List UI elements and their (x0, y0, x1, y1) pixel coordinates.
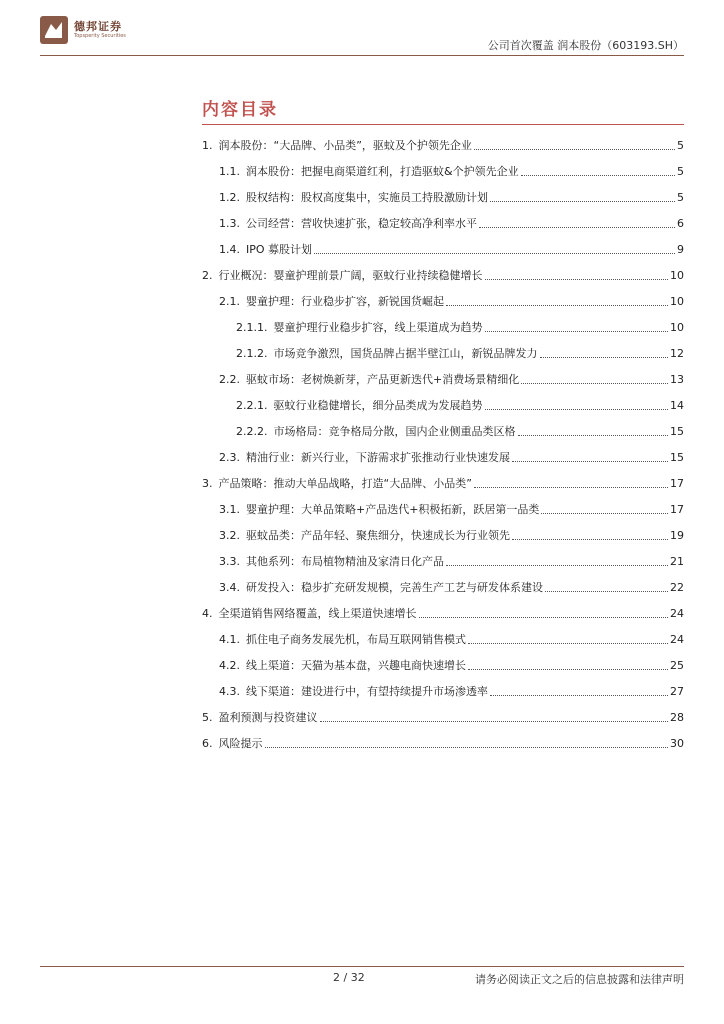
toc-entry-page: 17 (670, 502, 684, 516)
toc-leader-dots (540, 357, 669, 358)
toc-entry[interactable] (236, 392, 684, 418)
toc-entry[interactable] (219, 522, 684, 548)
toc-entry-label: 婴童护理：大单品策略+产品迭代+积极拓新，跃居第一品类 (246, 503, 540, 516)
toc-entry-number: 2.1.1. (236, 320, 268, 334)
toc-leader-dots (485, 279, 669, 280)
toc-entry-page: 27 (670, 684, 684, 698)
toc-entry-page: 5 (677, 138, 684, 152)
toc-entry-label: 线下渠道：建设进行中，有望持续提升市场渗透率 (246, 685, 488, 698)
toc-entry[interactable] (219, 548, 684, 574)
toc-entry[interactable] (236, 340, 684, 366)
toc-entry-label: 线上渠道：天猫为基本盘，兴趣电商快速增长 (246, 659, 466, 672)
toc-entry[interactable] (202, 704, 684, 730)
toc-entry-label: 婴童护理行业稳步扩容，线上渠道成为趋势 (273, 321, 483, 334)
toc-entry-page: 10 (670, 268, 684, 282)
toc-entry-label: 润本股份：“大品牌、小品类”，驱蚊及个护领先企业 (218, 139, 472, 152)
toc-entry-label: 公司经营：营收快速扩张，稳定较高净利率水平 (246, 217, 477, 230)
toc-entry-number: 3.4. (219, 580, 240, 594)
toc-entry[interactable] (202, 132, 684, 158)
toc-entry-number: 6. (202, 736, 213, 750)
toc-entry-label: 精油行业：新兴行业，下游需求扩张推动行业快速发展 (246, 451, 510, 464)
toc-entry-label: 研发投入：稳步扩充研发规模，完善生产工艺与研发体系建设 (246, 581, 543, 594)
toc-entry-page: 5 (677, 164, 684, 178)
toc-title: 内容目录 (202, 100, 278, 120)
toc-entry[interactable] (219, 678, 684, 704)
toc-entry-number: 5. (202, 710, 213, 724)
toc-entry-page: 15 (670, 424, 684, 438)
toc-entry-number: 4.2. (219, 658, 240, 672)
toc-leader-dots (518, 435, 669, 436)
toc-entry-label: 婴童护理：行业稳步扩容，新锐国货崛起 (246, 295, 444, 308)
toc-entry-number: 4. (202, 606, 213, 620)
toc-entry[interactable] (219, 288, 684, 314)
toc-leader-dots (419, 617, 669, 618)
toc-entry-page: 10 (670, 294, 684, 308)
disclaimer-note: 请务必阅读正文之后的信息披露和法律声明 (475, 973, 684, 986)
toc-entry-label: 行业概况：婴童护理前景广阔，驱蚊行业持续稳健增长 (218, 269, 483, 282)
toc-entry-page: 10 (670, 320, 684, 334)
toc-entry-number: 1.2. (219, 190, 240, 204)
toc-entry-label: 市场竞争激烈，国货品牌占据半壁江山，新锐品牌发力 (273, 347, 538, 360)
logo-en-text: Topsperity Securities (74, 33, 126, 39)
toc-leader-dots (490, 695, 668, 696)
toc-entry-number: 3. (202, 476, 213, 490)
page-number: 2 / 32 (333, 971, 365, 984)
toc-entry-number: 2.1.2. (236, 346, 268, 360)
toc-entry-number: 3.1. (219, 502, 240, 516)
toc-leader-dots (320, 721, 669, 722)
toc-entry-label: 驱蚊行业稳健增长，细分品类成为发展趋势 (273, 399, 483, 412)
toc-entry-number: 2. (202, 268, 213, 282)
toc-entry-page: 24 (670, 632, 684, 646)
toc-leader-dots (474, 149, 675, 150)
toc-entry-label: 风险提示 (218, 737, 263, 750)
toc-entry-label: 全渠道销售网络覆盖，线上渠道快速增长 (218, 607, 417, 620)
toc-entry-number: 1.4. (219, 242, 240, 256)
toc-entry[interactable] (219, 158, 684, 184)
toc-entry[interactable] (219, 652, 684, 678)
toc-entry-label: 抓住电子商务发展先机，布局互联网销售模式 (246, 633, 466, 646)
toc-entry-label: 其他系列：布局植物精油及家清日化产品 (246, 555, 444, 568)
toc-entry-label: IPO 募股计划 (246, 243, 313, 256)
toc-entry[interactable] (202, 262, 684, 288)
toc-entry[interactable] (219, 444, 684, 470)
toc-leader-dots (545, 591, 668, 592)
toc-entry[interactable] (219, 366, 684, 392)
toc-entry-page: 12 (670, 346, 684, 360)
toc-entry[interactable] (219, 236, 684, 262)
toc-entry[interactable] (219, 210, 684, 236)
toc-entry-label: 驱蚊市场：老树焕新芽，产品更新迭代+消费场景精细化 (246, 373, 520, 386)
toc-leader-dots (512, 539, 668, 540)
toc-entry[interactable] (202, 470, 684, 496)
toc-entry-number: 2.2. (219, 372, 240, 386)
toc-entry-page: 22 (670, 580, 684, 594)
toc-entry-label: 产品策略：推动大单品战略，打造“大品牌、小品类” (218, 477, 472, 490)
toc-entry-label: 盈利预测与投资建议 (218, 711, 318, 724)
toc-entry-page: 25 (670, 658, 684, 672)
logo-cn-text: 德邦证券 (74, 20, 122, 33)
toc-entry-page: 17 (670, 476, 684, 490)
toc-leader-dots (490, 201, 675, 202)
toc-entry[interactable] (219, 574, 684, 600)
toc-entry-number: 3.2. (219, 528, 240, 542)
toc-entry-number: 2.1. (219, 294, 240, 308)
toc-entry-label: 驱蚊品类：产品年轻、聚焦细分，快速成长为行业领先 (246, 529, 510, 542)
toc-entry[interactable] (236, 418, 684, 444)
toc-entry[interactable] (219, 496, 684, 522)
toc-entry-page: 13 (670, 372, 684, 386)
toc-entry-page: 14 (670, 398, 684, 412)
toc-entry-page: 21 (670, 554, 684, 568)
toc-leader-dots (521, 383, 668, 384)
toc-entry-page: 15 (670, 450, 684, 464)
toc-entry-number: 4.1. (219, 632, 240, 646)
toc-leader-dots (521, 175, 675, 176)
toc-leader-dots (485, 409, 669, 410)
toc-entry-page: 6 (677, 216, 684, 230)
header-divider (40, 55, 684, 56)
toc-entry-page: 19 (670, 528, 684, 542)
logo-mark-icon (40, 16, 68, 44)
toc-leader-dots (479, 227, 675, 228)
toc-entry[interactable] (219, 184, 684, 210)
toc-leader-dots (485, 331, 669, 332)
toc-leader-dots (446, 565, 668, 566)
toc-leader-dots (265, 747, 669, 748)
toc-entry-page: 28 (670, 710, 684, 724)
toc-leader-dots (468, 669, 668, 670)
toc-entry-number: 1. (202, 138, 213, 152)
toc-entry-page: 24 (670, 606, 684, 620)
toc-entry-number: 2.3. (219, 450, 240, 464)
toc-entry-number: 4.3. (219, 684, 240, 698)
toc-entry-label: 润本股份：把握电商渠道红利，打造驱蚊&个护领先企业 (246, 165, 519, 178)
toc-leader-dots (446, 305, 668, 306)
toc-entry-number: 3.3. (219, 554, 240, 568)
toc-leader-dots (314, 253, 675, 254)
toc-leader-dots (512, 461, 668, 462)
toc-entry[interactable] (236, 314, 684, 340)
toc-title-underline (202, 124, 684, 125)
toc-entry-page: 5 (677, 190, 684, 204)
toc-leader-dots (468, 643, 668, 644)
toc-leader-dots (541, 513, 668, 514)
toc-leader-dots (474, 487, 668, 488)
toc-entry[interactable] (219, 626, 684, 652)
footer-divider (40, 966, 684, 967)
company-logo (40, 16, 126, 44)
toc-entry[interactable] (202, 600, 684, 626)
toc-entry-number: 1.3. (219, 216, 240, 230)
toc-entry-number: 1.1. (219, 164, 240, 178)
toc-entry[interactable] (202, 730, 684, 756)
header-report-info: 公司首次覆盖 润本股份（603193.SH） (487, 39, 684, 52)
toc-entry-number: 2.2.1. (236, 398, 268, 412)
toc-entry-label: 股权结构：股权高度集中，实施员工持股激励计划 (246, 191, 488, 204)
toc-entry-page: 9 (677, 242, 684, 256)
toc-entry-label: 市场格局：竞争格局分散，国内企业侧重品类区格 (273, 425, 516, 438)
toc-entry-number: 2.2.2. (236, 424, 268, 438)
toc-entry-page: 30 (670, 736, 684, 750)
